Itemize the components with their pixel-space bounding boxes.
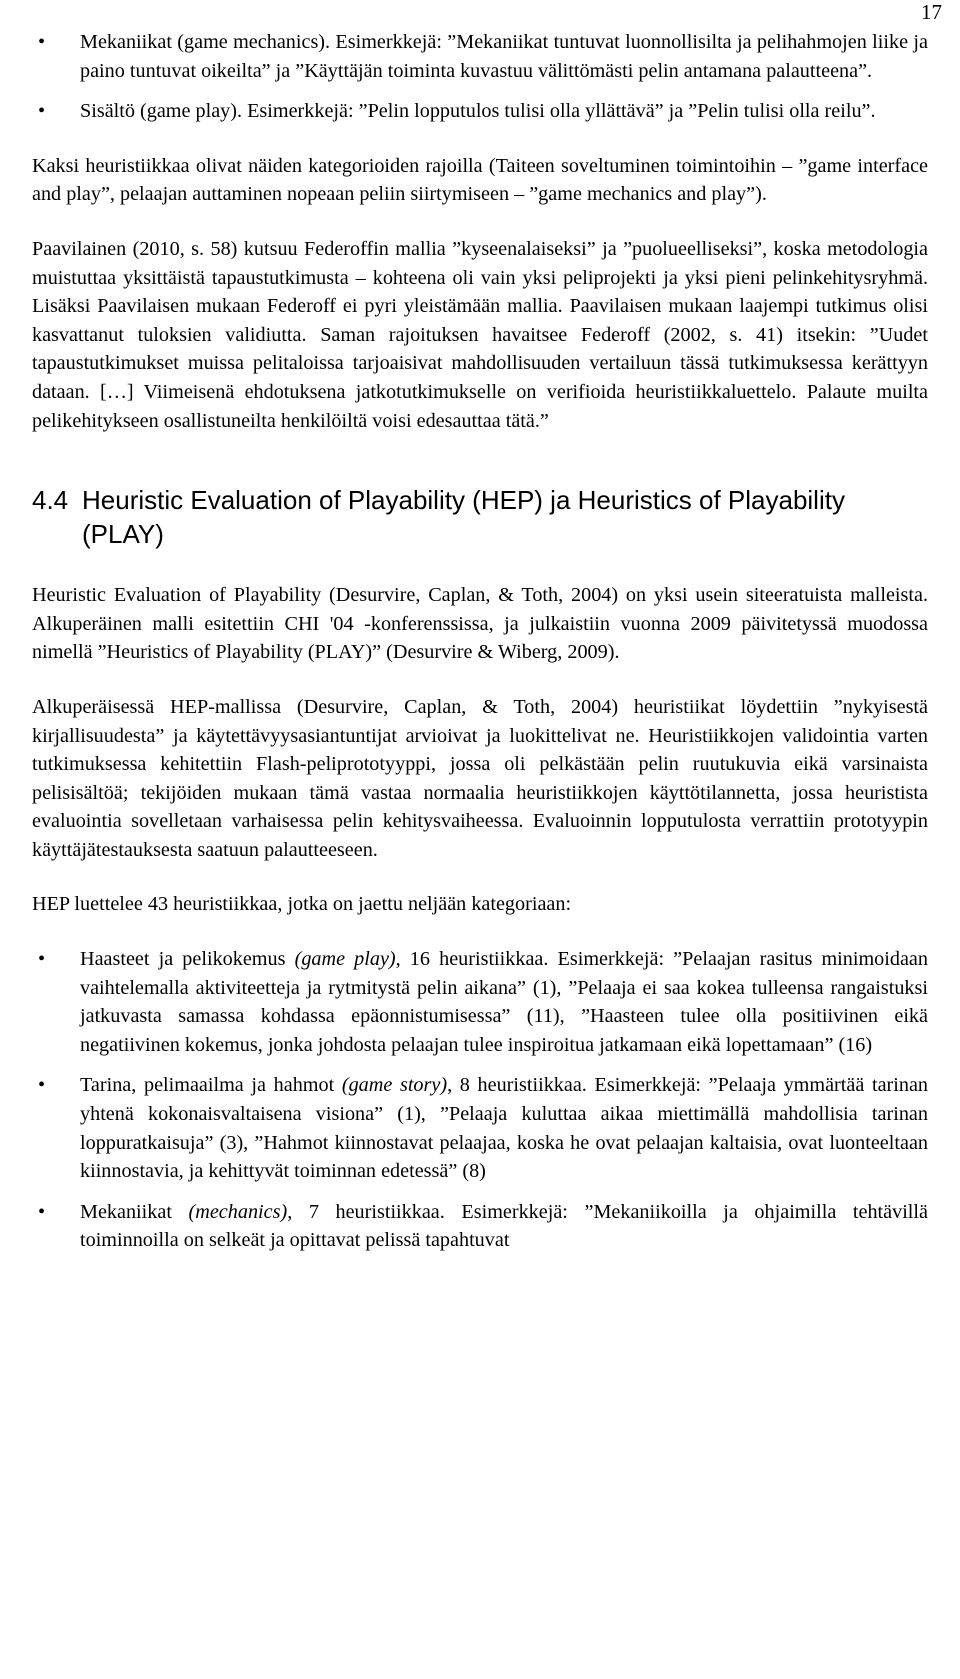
category-name: Tarina, pelimaailma ja hahmot (80, 1074, 342, 1097)
category-term: (game play) (294, 948, 396, 971)
list-item (32, 945, 928, 1059)
paragraph: Kaksi heuristiikkaa olivat näiden kategorioiden rajoilla (Taiteen soveltuminen toimintoihin – ”game interface and play”, pelaajan auttaminen nopeaan peliin siirtymiseen – ”game mechanics and play”). (32, 154, 928, 206)
category-name: Mekaniikat (80, 1200, 189, 1223)
list-item: • Sisältö (game play). Esimerkkejä: ”Pelin lopputulos tulisi olla yllättävä” ja ”Pelin tulisi olla reilu”. (32, 97, 928, 126)
paragraph: Paavilainen (2010, s. 58) kutsuu Federoffin mallia ”kyseenalaiseksi” ja ”puolueelliseksi”, koska metodologia muistuttaa yksittäistä tapaustutkimusta – kohteena oli vain yksi peliprojekti ja yksi pieni pelinkehitysryhmä. Lisäksi Paavilaisen mukaan Federoff ei pyri yleistämään mallia. Paavilaisen mukaan laajempi tutkimus olisi kasvattanut tuloksien validiutta. Saman rajoituksen havaitsee Federoff (2002, s. 41) itsekin: ”Uudet tapaustutkimukset muissa pelitaloissa tarjoaisivat mahdollisuuden vertailuun tässä tutkimuksessa kerättyyn dataan. […] Viimeisenä ehdotuksena jatkotutkimukselle on verifioida heuristiikkaluettelo. Palaute muilta pelikehitykseen osallistuneilta henkilöiltä voisi edesauttaa tätä.” (32, 237, 928, 432)
page-number: 17 (921, 0, 942, 24)
section-title: Heuristic Evaluation of Playability (HEP) ja Heuristics of Playability (PLAY) (82, 485, 845, 550)
section-number: 4.4 (32, 485, 69, 516)
bullet-list-top (32, 28, 928, 126)
document-body (32, 28, 928, 1281)
category-term: (game story) (341, 1074, 448, 1097)
list-item (32, 1198, 928, 1255)
category-description: , 7 heuristiikkaa. Esimerkkejä: ”Mekaniikoilla ja ohjaimilla tehtävillä toiminnoilla on selkeät ja opittavat pelissä tapahtuvat (80, 1200, 928, 1252)
paragraph: HEP luettelee 43 heuristiikkaa, jotka on jaettu neljään kategoriaan: (32, 893, 572, 916)
category-name: Haasteet ja pelikokemus (80, 948, 295, 971)
category-term: (mechanics) (188, 1200, 288, 1223)
bullet-list-categories (32, 945, 928, 1255)
category-description: , 8 heuristiikkaa. Esimerkkejä: ”Pelaaja ymmärtää tarinan yhtenä kokonaisvaltaisena visiona” (1), ”Pelaaja kuluttaa aikaa miettimällä mahdollisia tarinan loppuratkaisuja” (3), ”Hahmot kiinnostavat pelaajaa, koska he ovat pelaajan kaltaisia, ovat luonteeltaan kiinnostavia, ja kehittyvät toiminnan edetessä” (8) (80, 1074, 929, 1183)
paragraph: Heuristic Evaluation of Playability (Desurvire, Caplan, & Toth, 2004) on yksi usein siteeratuista malleista. Alkuperäinen malli esitettiin CHI '04 -konferenssissa, ja julkaistiin vuonna 2009 päivitetyssä muodossa nimellä ”Heuristics of Playability (PLAY)” (Desurvire & Wiberg, 2009). (32, 584, 928, 664)
category-description: , 16 heuristiikkaa. Esimerkkejä: ”Pelaajan rasitus minimoidaan vaihtelemalla aktiviteetteja ja rytmitystä pelin aikana” (1), ”Pelaaja ei saa kokea tulleensa rangaistuksi jatkuvasta samassa kohdassa epäonnistumisessa” (11), ”Haasteen tulee olla positiivinen eikä negatiivinen kokemus, jonka johdosta pelaajan tulee inspiroitua jatkamaan eikä lopettamaan” (16) (80, 948, 928, 1056)
paragraph: Alkuperäisessä HEP-mallissa (Desurvire, Caplan, & Toth, 2004) heuristiikat löydettiin ”nykyisestä kirjallisuudesta” ja käytettävyysasiantuntijat arvioivat ja luokittelivat ne. Heuristiikkojen validointia varten tutkimuksessa kehitettiin Flash-peliprototyyppi, jossa oli pelkästään pelin ruutukuvia eikä varsinaista pelisisältöä; tekijöiden mukaan tämä vastaa normaalia heuristiikkojen käyttötilannetta, jossa heuristista evaluointia sovelletaan varhaisessa pelin kehitysvaiheessa. Evaluoinnin lopputulosta verrattiin prototyypin käyttäjätestauksesta saatuun palautteeseen. (32, 695, 928, 861)
list-item: • Mekaniikat (game mechanics). Esimerkkejä: ”Mekaniikat tuntuvat luonnollisilta ja pelihahmojen liike ja paino tuntuvat oikeilta” ja ”Käyttäjän toiminta kuvastuu välittömästi pelin antamana palautteena”. (32, 28, 928, 85)
list-item (32, 1071, 928, 1185)
section-heading (32, 483, 928, 551)
